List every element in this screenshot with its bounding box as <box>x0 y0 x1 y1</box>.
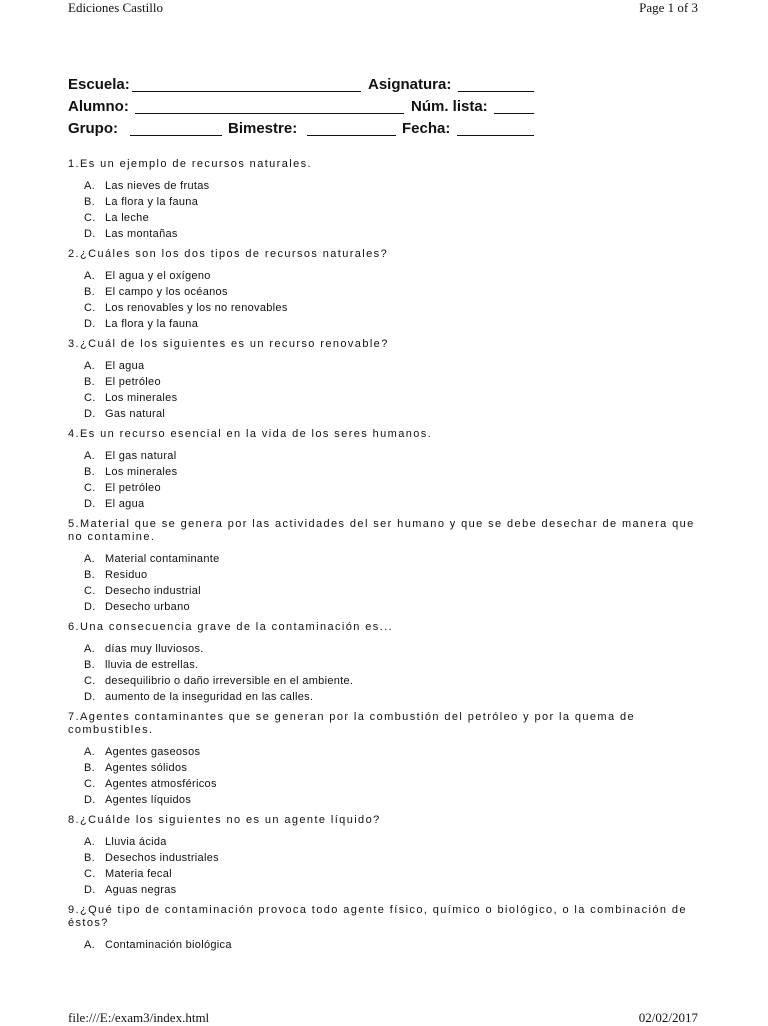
escuela-label: Escuela: <box>68 76 130 93</box>
answer-option[interactable] <box>68 551 708 567</box>
question-prompt: ¿Cuáles son los dos tipos de recursos naturales? <box>79 248 389 260</box>
option-letter: B. <box>84 466 95 478</box>
option-text: La flora y la fauna <box>105 318 199 330</box>
num-lista-line[interactable] <box>494 113 534 114</box>
fecha-line[interactable] <box>457 135 534 136</box>
option-letter: B. <box>84 376 95 388</box>
question-text <box>68 428 708 441</box>
form-row-school <box>68 76 538 98</box>
question-number: 9. <box>68 904 80 916</box>
form-row-student <box>68 98 538 120</box>
option-letter: C. <box>84 482 96 494</box>
answer-option[interactable] <box>68 300 708 316</box>
question-text <box>68 248 708 261</box>
option-letter: D. <box>84 691 96 703</box>
option-letter: D. <box>84 318 96 330</box>
option-list <box>68 448 708 512</box>
answer-option[interactable] <box>68 599 708 615</box>
question-number: 2. <box>68 248 80 260</box>
question-prompt: Material que se genera por las actividades del ser humano y que se debe desechar de manera que no contamine. <box>68 518 695 543</box>
option-text: Desechos industriales <box>105 852 219 864</box>
answer-option[interactable] <box>68 834 708 850</box>
option-text: Lluvia ácida <box>105 836 167 848</box>
option-text: La leche <box>105 212 149 224</box>
option-letter: A. <box>84 450 95 462</box>
question-9 <box>68 904 708 953</box>
option-letter: B. <box>84 852 95 864</box>
option-list <box>68 641 708 705</box>
alumno-label: Alumno: <box>68 98 129 115</box>
option-letter: A. <box>84 553 95 565</box>
question-prompt: Es un recurso esencial en la vida de los seres humanos. <box>79 428 433 440</box>
option-text: Agentes sólidos <box>105 762 188 774</box>
option-letter: A. <box>84 939 95 951</box>
question-4 <box>68 428 708 512</box>
option-list <box>68 358 708 422</box>
option-text: El agua <box>105 360 145 372</box>
answer-option[interactable] <box>68 657 708 673</box>
answer-option[interactable] <box>68 496 708 512</box>
option-letter: B. <box>84 286 95 298</box>
option-letter: A. <box>84 270 95 282</box>
question-8 <box>68 814 708 898</box>
alumno-line[interactable] <box>135 113 404 114</box>
form-row-group <box>68 120 538 142</box>
question-number: 3. <box>68 338 80 350</box>
question-text <box>68 621 708 634</box>
option-text: Agentes atmosféricos <box>105 778 217 790</box>
option-letter: A. <box>84 643 95 655</box>
answer-option[interactable] <box>68 583 708 599</box>
option-text: Agentes gaseosos <box>105 746 201 758</box>
option-text: Las nieves de frutas <box>105 180 210 192</box>
option-letter: A. <box>84 836 95 848</box>
question-text <box>68 814 708 827</box>
option-text: Material contaminante <box>105 553 220 565</box>
option-text: aumento de la inseguridad en las calles. <box>105 691 314 703</box>
answer-option[interactable] <box>68 374 708 390</box>
option-text: El campo y los océanos <box>105 286 228 298</box>
grupo-label: Grupo: <box>68 120 118 137</box>
question-text <box>68 338 708 351</box>
file-path: file:///E:/exam3/index.html <box>68 1010 210 1025</box>
question-list <box>68 158 708 959</box>
answer-option[interactable] <box>68 744 708 760</box>
answer-option[interactable] <box>68 673 708 689</box>
question-prompt: ¿Cuálde los siguientes no es un agente líquido? <box>79 814 381 826</box>
option-letter: D. <box>84 498 96 510</box>
answer-option[interactable] <box>68 641 708 657</box>
grupo-line[interactable] <box>130 135 222 136</box>
answer-option[interactable] <box>68 567 708 583</box>
option-letter: B. <box>84 569 95 581</box>
asignatura-line[interactable] <box>458 91 534 92</box>
answer-option[interactable] <box>68 760 708 776</box>
answer-option[interactable] <box>68 937 708 953</box>
question-3 <box>68 338 708 422</box>
option-text: La flora y la fauna <box>105 196 199 208</box>
answer-option[interactable] <box>68 866 708 882</box>
question-prompt: ¿Qué tipo de contaminación provoca todo agente físico, químico o biológico, o la combinación de éstos? <box>68 904 687 929</box>
answer-option[interactable] <box>68 284 708 300</box>
option-list <box>68 744 708 808</box>
option-list <box>68 937 708 953</box>
escuela-line[interactable] <box>132 91 361 92</box>
question-number: 1. <box>68 158 80 170</box>
option-text: Contaminación biológica <box>105 939 232 951</box>
option-text: Desecho urbano <box>105 601 190 613</box>
option-text: Los renovables y los no renovables <box>105 302 288 314</box>
option-letter: A. <box>84 180 95 192</box>
option-text: El agua <box>105 498 145 510</box>
option-letter: A. <box>84 360 95 372</box>
option-text: desequilibrio o daño irreversible en el ambiente. <box>105 675 354 687</box>
question-prompt: Es un ejemplo de recursos naturales. <box>79 158 312 170</box>
option-text: Los minerales <box>105 466 178 478</box>
question-number: 7. <box>68 711 80 723</box>
question-7 <box>68 711 708 808</box>
option-letter: D. <box>84 601 96 613</box>
question-prompt: Una consecuencia grave de la contaminación es... <box>79 621 393 633</box>
answer-option[interactable] <box>68 406 708 422</box>
answer-option[interactable] <box>68 448 708 464</box>
answer-option[interactable] <box>68 464 708 480</box>
option-text: Desecho industrial <box>105 585 201 597</box>
answer-option[interactable] <box>68 390 708 406</box>
question-text <box>68 711 708 737</box>
option-letter: B. <box>84 762 95 774</box>
answer-option[interactable] <box>68 776 708 792</box>
option-letter: A. <box>84 746 95 758</box>
question-prompt: Agentes contaminantes que se generan por la combustión del petróleo y por la quema de combustibles. <box>68 711 635 736</box>
publisher-name: Ediciones Castillo <box>68 0 163 15</box>
option-letter: B. <box>84 659 95 671</box>
option-letter: C. <box>84 585 96 597</box>
option-letter: C. <box>84 778 96 790</box>
question-number: 5. <box>68 518 80 530</box>
option-list <box>68 551 708 615</box>
answer-option[interactable] <box>68 194 708 210</box>
question-2 <box>68 248 708 332</box>
option-text: Aguas negras <box>105 884 177 896</box>
answer-option[interactable] <box>68 480 708 496</box>
question-text <box>68 158 708 171</box>
option-text: El petróleo <box>105 376 161 388</box>
answer-option[interactable] <box>68 792 708 808</box>
question-number: 4. <box>68 428 80 440</box>
question-1 <box>68 158 708 242</box>
option-letter: D. <box>84 794 96 806</box>
question-text <box>68 518 708 544</box>
option-text: lluvia de estrellas. <box>105 659 199 671</box>
option-text: Las montañas <box>105 228 178 240</box>
bimestre-label: Bimestre: <box>228 120 298 137</box>
option-text: Materia fecal <box>105 868 172 880</box>
question-number: 8. <box>68 814 80 826</box>
option-text: Agentes líquidos <box>105 794 192 806</box>
option-letter: C. <box>84 302 96 314</box>
question-prompt: ¿Cuál de los siguientes es un recurso renovable? <box>79 338 389 350</box>
student-info-form <box>68 76 538 142</box>
print-date: 02/02/2017 <box>638 1010 698 1025</box>
option-text: El agua y el oxígeno <box>105 270 211 282</box>
option-letter: C. <box>84 868 96 880</box>
answer-option[interactable] <box>68 226 708 242</box>
option-text: El petróleo <box>105 482 161 494</box>
asignatura-label: Asignatura: <box>368 76 452 93</box>
option-list <box>68 178 708 242</box>
bimestre-line[interactable] <box>307 135 396 136</box>
option-letter: C. <box>84 675 96 687</box>
option-list <box>68 834 708 898</box>
answer-option[interactable] <box>68 882 708 898</box>
answer-option[interactable] <box>68 850 708 866</box>
option-text: Residuo <box>105 569 148 581</box>
option-letter: C. <box>84 212 96 224</box>
option-text: Los minerales <box>105 392 178 404</box>
answer-option[interactable] <box>68 358 708 374</box>
option-letter: C. <box>84 392 96 404</box>
answer-option[interactable] <box>68 178 708 194</box>
question-5 <box>68 518 708 615</box>
answer-option[interactable] <box>68 689 708 705</box>
question-number: 6. <box>68 621 80 633</box>
option-letter: B. <box>84 196 95 208</box>
num-lista-label: Núm. lista: <box>411 98 488 115</box>
option-letter: D. <box>84 884 96 896</box>
option-text: Gas natural <box>105 408 166 420</box>
answer-option[interactable] <box>68 210 708 226</box>
option-text: El gas natural <box>105 450 177 462</box>
fecha-label: Fecha: <box>402 120 451 137</box>
question-6 <box>68 621 708 705</box>
option-list <box>68 268 708 332</box>
option-text: días muy lluviosos. <box>105 643 204 655</box>
option-letter: D. <box>84 408 96 420</box>
option-letter: D. <box>84 228 96 240</box>
answer-option[interactable] <box>68 316 708 332</box>
answer-option[interactable] <box>68 268 708 284</box>
question-text <box>68 904 708 930</box>
page-indicator: Page 1 of 3 <box>639 0 698 15</box>
